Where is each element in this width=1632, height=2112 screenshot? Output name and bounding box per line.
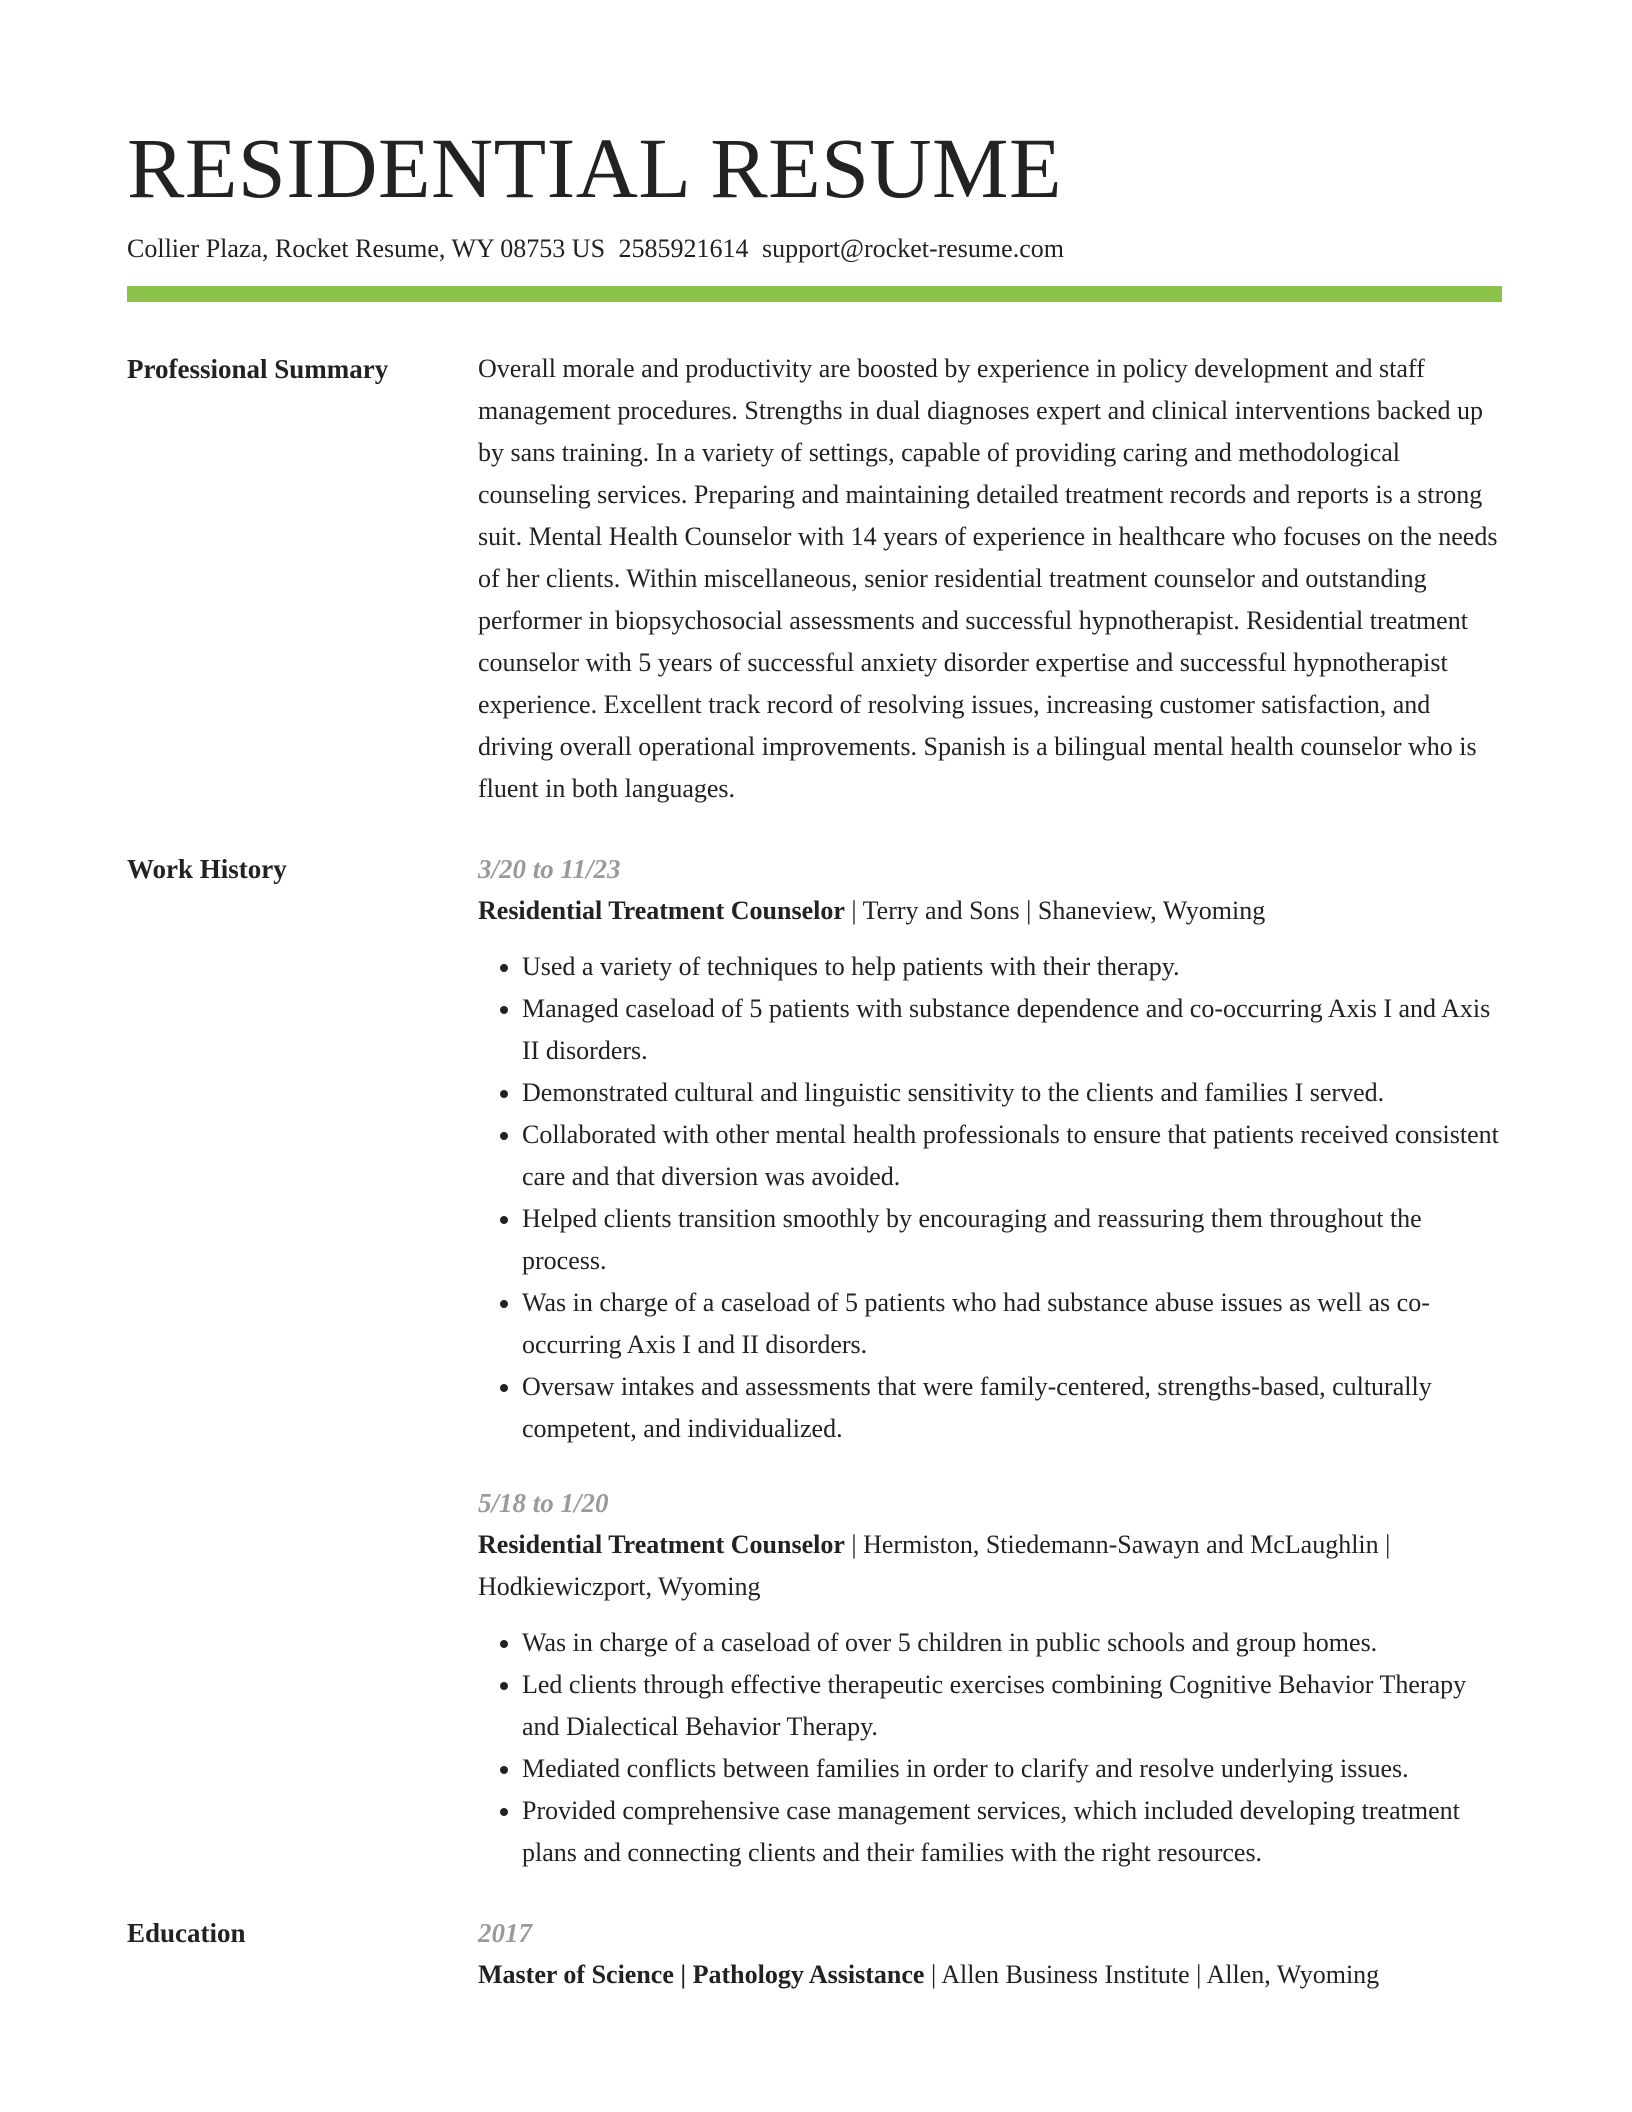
job-title: Residential Treatment Counselor xyxy=(478,1530,845,1559)
job-bullet: • Led clients through effective therapeutic exercises combining Cognitive Behavior Therapy and Dialectical Behavior Therapy. xyxy=(522,1664,1502,1748)
job-bullet: • Managed caseload of 5 patients with substance dependence and co-occurring Axis I and Axis II disorders. xyxy=(522,988,1502,1072)
contact-email: support@rocket-resume.com xyxy=(762,234,1064,263)
job-role-line xyxy=(478,890,1502,932)
job-bullet: • Oversaw intakes and assessments that were family-centered, strengths-based, culturally competent, and individualized. xyxy=(522,1366,1502,1450)
job-bullets xyxy=(478,946,1502,1450)
job-entry xyxy=(478,1482,1502,1874)
work-history-heading: Work History xyxy=(127,854,287,884)
contact-phone: 2585921614 xyxy=(618,234,749,263)
education-section xyxy=(127,1912,1502,1996)
summary-section xyxy=(127,348,1502,810)
job-bullets xyxy=(478,1622,1502,1874)
summary-heading: Professional Summary xyxy=(127,354,389,384)
header-divider xyxy=(127,286,1502,302)
job-bullet: • Used a variety of techniques to help patients with their therapy. xyxy=(522,946,1502,988)
work-history-section xyxy=(127,848,1502,1874)
job-dates: 5/18 to 1/20 xyxy=(478,1488,609,1518)
education-degree: Master of Science | Pathology Assistance xyxy=(478,1960,925,1989)
job-title: Residential Treatment Counselor xyxy=(478,896,845,925)
job-bullet: • Was in charge of a caseload of over 5 children in public schools and group homes. xyxy=(522,1622,1502,1664)
contact-address: Collier Plaza, Rocket Resume, WY 08753 US xyxy=(127,234,606,263)
job-entry xyxy=(478,848,1502,1450)
job-bullet: • Mediated conflicts between families in order to clarify and resolve underlying issues. xyxy=(522,1748,1502,1790)
education-details: | Allen Business Institute | Allen, Wyoming xyxy=(924,1960,1380,1989)
job-bullet: • Provided comprehensive case management services, which included developing treatment plans and connecting clients and their families with the right resources. xyxy=(522,1790,1502,1874)
job-dates: 3/20 to 11/23 xyxy=(478,854,621,884)
resume-name: RESIDENTIAL RESUME xyxy=(127,120,1063,216)
contact-line xyxy=(127,232,1502,266)
education-line xyxy=(478,1954,1502,1996)
job-details: | Hermiston, Stiedemann-Sawayn and McLaughlin | Hodkiewiczport, Wyoming xyxy=(478,1530,1391,1601)
education-dates: 2017 xyxy=(478,1918,532,1948)
job-details: | Terry and Sons | Shaneview, Wyoming xyxy=(844,896,1266,925)
job-bullet: • Was in charge of a caseload of 5 patients who had substance abuse issues as well as co-occurring Axis I and II disorders. xyxy=(522,1282,1502,1366)
job-bullet: • Helped clients transition smoothly by encouraging and reassuring them throughout the process. xyxy=(522,1198,1502,1282)
education-heading: Education xyxy=(127,1918,246,1948)
resume-page xyxy=(127,118,1502,1996)
summary-text: Overall morale and productivity are boosted by experience in policy development and staff management procedures. Strengths in dual diagnoses expert and clinical interventions backed up by sans training. In a variety of settings, capable of providing caring and methodological counseling services. Preparing and maintaining detailed treatment records and reports is a strong suit. Mental Health Counselor with 14 years of experience in healthcare who focuses on the needs of her clients. Within miscellaneous, senior residential treatment counselor and outstanding performer in biopsychosocial assessments and successful hypnotherapist. Residential treatment counselor with 5 years of successful anxiety disorder expertise and successful hypnotherapist experience. Excellent track record of resolving issues, increasing customer satisfaction, and driving overall operational improvements. Spanish is a bilingual mental health counselor who is fluent in both languages. xyxy=(478,354,1498,803)
job-role-line xyxy=(478,1524,1502,1608)
job-bullet: • Demonstrated cultural and linguistic sensitivity to the clients and families I served. xyxy=(522,1072,1502,1114)
job-bullet: • Collaborated with other mental health professionals to ensure that patients received consistent care and that diversion was avoided. xyxy=(522,1114,1502,1198)
